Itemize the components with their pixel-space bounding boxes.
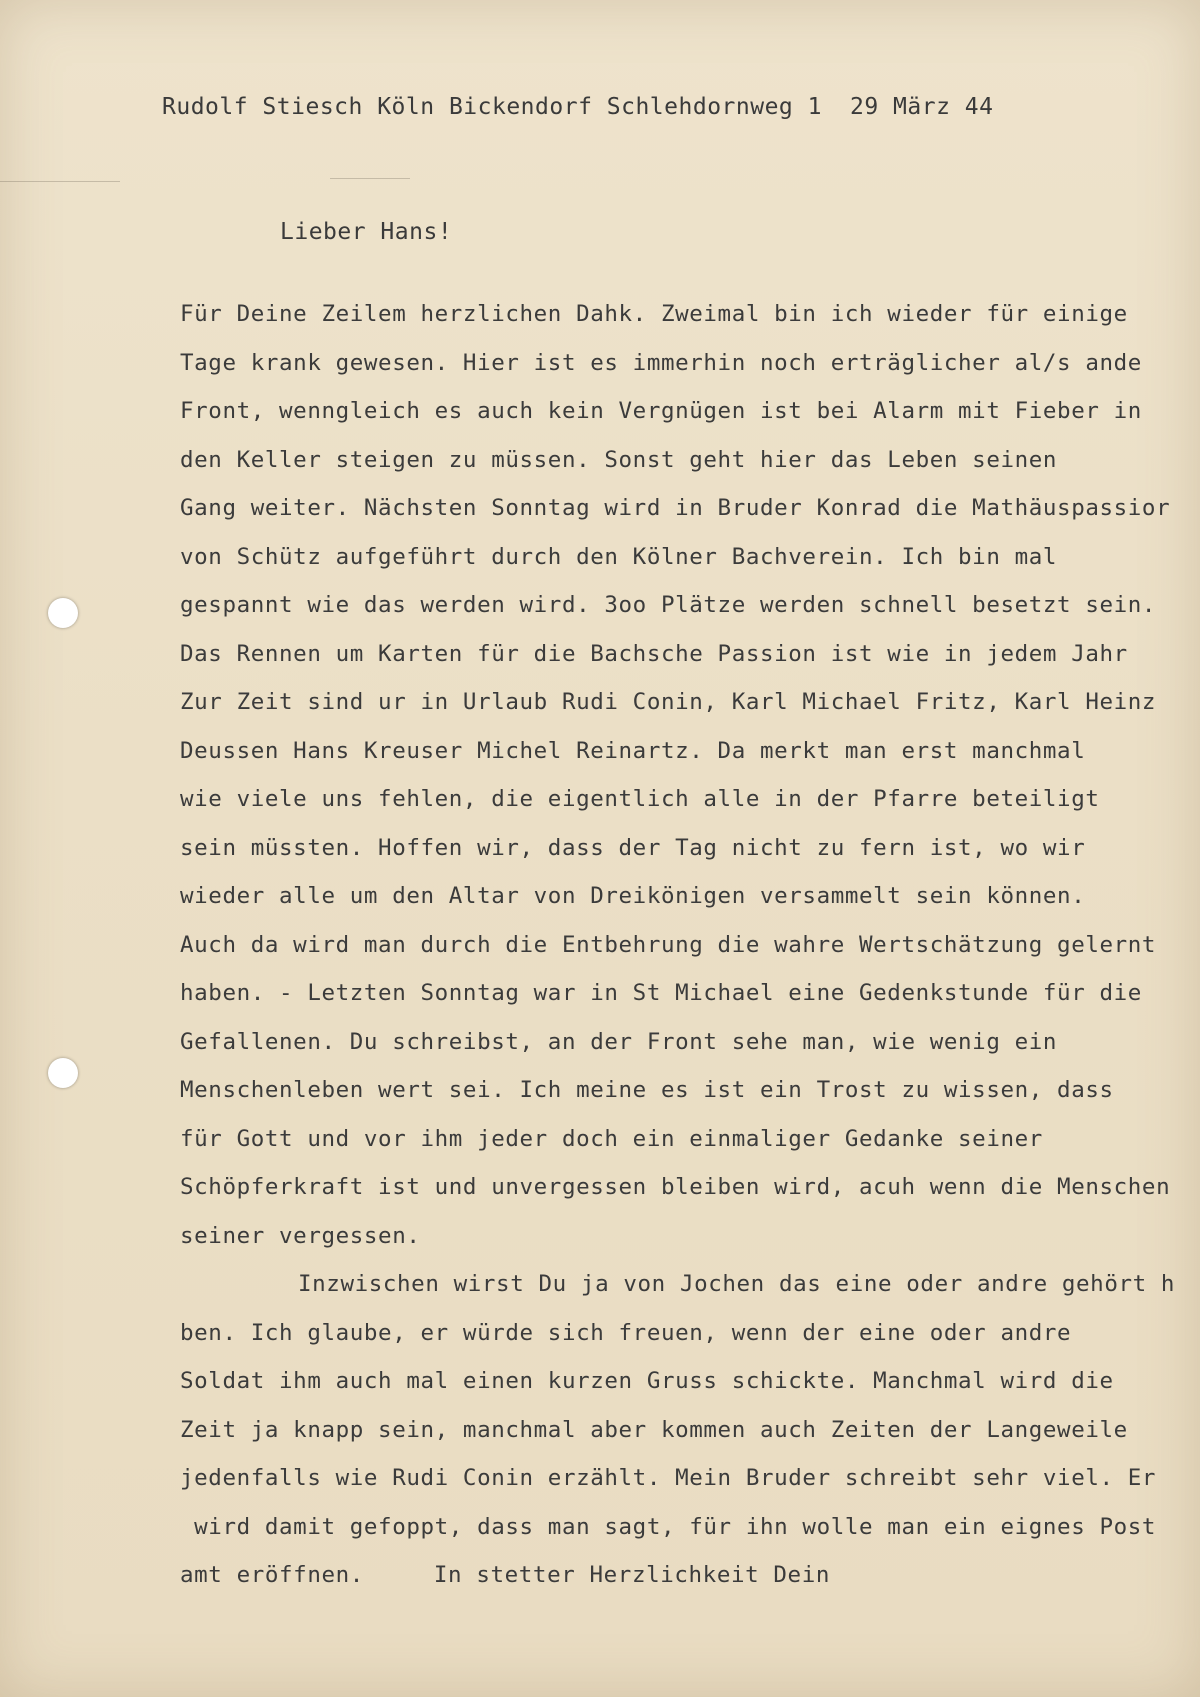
- sender-address: Rudolf Stiesch Köln Bickendorf Schlehdornweg 1: [162, 94, 822, 120]
- body-line: für Gott und vor ihm jeder doch ein einmaliger Gedanke seiner: [180, 1125, 1043, 1152]
- body-line: wird damit gefoppt, dass man sagt, für ihn wolle man ein eignes Post: [180, 1513, 1157, 1540]
- body-line: sein müssten. Hoffen wir, dass der Tag nicht zu fern ist, wo wir: [180, 834, 1086, 861]
- margin-rule: [330, 178, 410, 179]
- body-line: gespannt wie das werden wird. 3oo Plätze werden schnell besetzt sein.: [180, 592, 1157, 618]
- body-line: Auch da wird man durch die Entbehrung die wahre Wertschätzung gelernt: [180, 931, 1157, 958]
- letter-date: 29 März 44: [849, 94, 994, 120]
- letter-header: [162, 94, 993, 120]
- body-line: Menschenleben wert sei. Ich meine es ist ein Trost zu wissen, dass: [180, 1077, 1114, 1103]
- body-line: ben. Ich glaube, er würde sich freuen, wenn der eine oder andre: [180, 1319, 1072, 1346]
- body-line: Front, wenngleich es auch kein Vergnügen ist bei Alarm mit Fieber in: [180, 398, 1142, 424]
- body-line: von Schütz aufgeführt durch den Kölner Bachverein. Ich bin mal: [180, 543, 1058, 570]
- letter-body: [180, 290, 1175, 1600]
- body-line: Gang weiter. Nächsten Sonntag wird in Bruder Konrad die Mathäuspassior: [180, 495, 1171, 521]
- body-line: Das Rennen um Karten für die Bachsche Passion ist wie in jedem Jahr: [180, 640, 1128, 667]
- body-line: seiner vergessen.: [180, 1222, 421, 1249]
- salutation: Lieber Hans!: [280, 219, 453, 245]
- body-line: wie viele uns fehlen, die eigentlich alle in der Pfarre beteiligt: [180, 786, 1100, 812]
- body-line: Zeit ja knapp sein, manchmal aber kommen auch Zeiten der Langeweile: [180, 1416, 1128, 1443]
- body-line: jedenfalls wie Rudi Conin erzählt. Mein Bruder schreibt sehr viel. Er: [180, 1465, 1157, 1491]
- punch-hole-lower: [48, 1058, 78, 1088]
- body-line: Soldat ihm auch mal einen kurzen Gruss schickte. Manchmal wird die: [180, 1368, 1114, 1394]
- body-line: Tage krank gewesen. Hier ist es immerhin noch erträglicher al/s ande: [180, 349, 1142, 376]
- closing-prefix: amt eröffnen.: [180, 1562, 364, 1588]
- closing-line: [180, 1551, 1175, 1600]
- body-line: Für Deine Zeilem herzlichen Dahk. Zweimal bin ich wieder für einige: [180, 301, 1128, 327]
- body-line: wieder alle um den Altar von Dreikönigen versammelt sein können.: [180, 883, 1086, 909]
- body-line: Gefallenen. Du schreibst, an der Front sehe man, wie wenig ein: [180, 1028, 1058, 1055]
- body-line: Deussen Hans Kreuser Michel Reinartz. Da merkt man erst manchmal: [180, 737, 1086, 764]
- body-line: Schöpferkraft ist und unvergessen bleiben wird, acuh wenn die Menschen: [180, 1174, 1171, 1200]
- punch-hole-upper: [48, 598, 78, 628]
- margin-rule: [0, 181, 120, 182]
- closing: In stetter Herzlichkeit Dein: [433, 1562, 830, 1588]
- body-line: Zur Zeit sind ur in Urlaub Rudi Conin, Karl Michael Fritz, Karl Heinz: [180, 689, 1157, 715]
- body-line: Inzwischen wirst Du ja von Jochen das eine oder andre gehört h: [298, 1271, 1176, 1297]
- body-line: haben. - Letzten Sonntag war in St Michael eine Gedenkstunde für die: [180, 980, 1142, 1006]
- body-line: den Keller steigen zu müssen. Sonst geht hier das Leben seinen: [180, 446, 1058, 473]
